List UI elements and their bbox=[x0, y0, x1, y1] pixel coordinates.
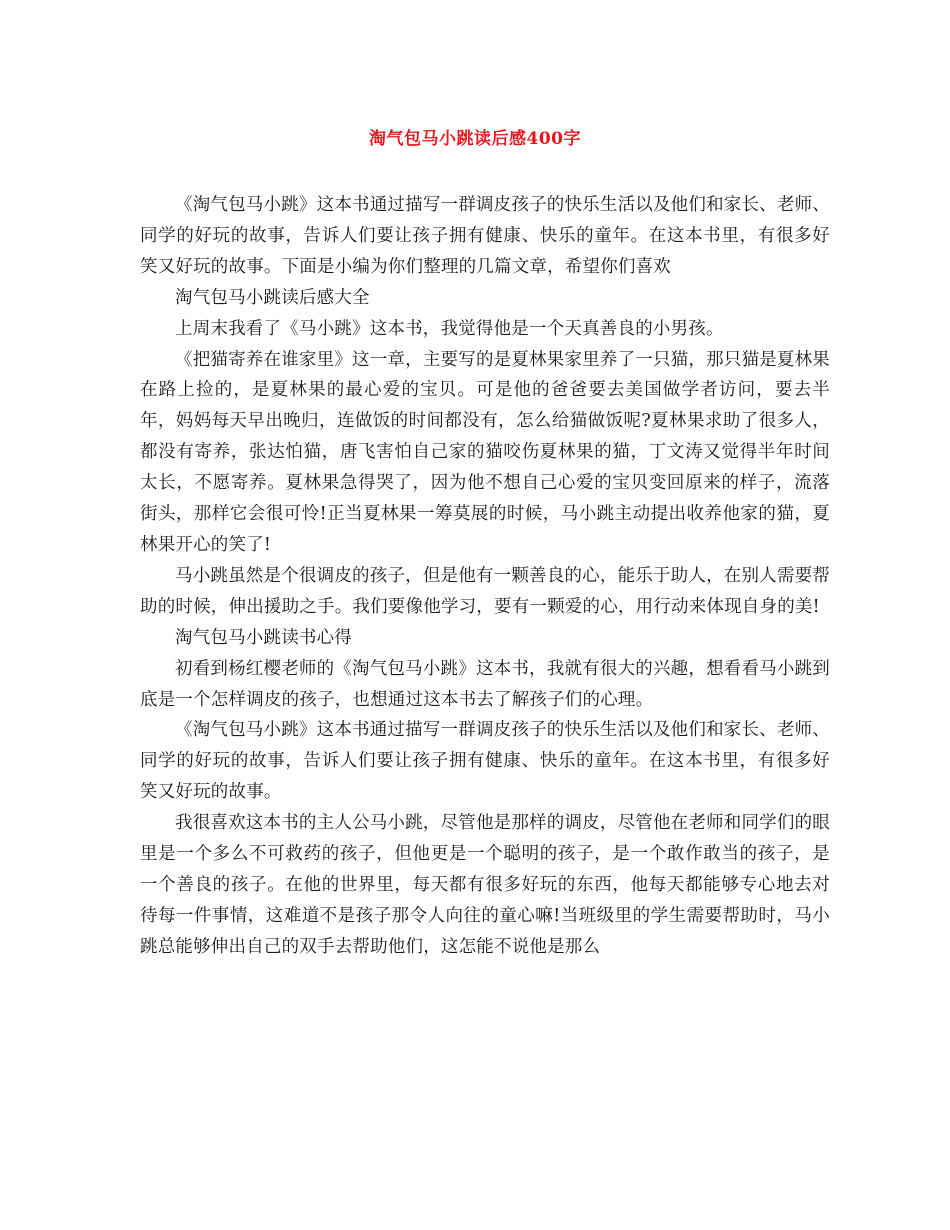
paragraph: 马小跳虽然是个很调皮的孩子，但是他有一颗善良的心，能乐于助人，在别人需要帮助的时候，伸出援助之手。我们要像他学习，要有一颗爱的心，用行动来体现自身的美! bbox=[140, 565, 830, 617]
paragraph: 《淘气包马小跳》这本书通过描写一群调皮孩子的快乐生活以及他们和家长、老师、同学的好玩的故事，告诉人们要让孩子拥有健康、快乐的童年。在这本书里，有很多好笑又好玩的故事。 bbox=[140, 720, 830, 803]
paragraph: 《把猫寄养在谁家里》这一章，主要写的是夏林果家里养了一只猫，那只猫是夏林果在路上捡的，是夏林果的最心爱的宝贝。可是他的爸爸要去美国做学者访问，要去半年，妈妈每天早出晚归，连做饭的时间都没有，怎么给猫做饭呢?夏林果求助了很多人，都没有寄养，张达怕猫，唐飞害怕自己家的猫咬伤夏林果的猫，丁文涛又觉得半年时间太长，不愿寄养。夏林果急得哭了，因为他不想自己心爱的宝贝变回原来的样子，流落街头，那样它会很可怜!正当夏林果一筹莫展的时候，马小跳主动提出收养他家的猫，夏林果开心的笑了! bbox=[140, 349, 830, 555]
paragraph: 我很喜欢这本书的主人公马小跳，尽管他是那样的调皮，尽管他在老师和同学们的眼里是一个多么不可救药的孩子，但他更是一个聪明的孩子，是一个敢作敢当的孩子，是一个善良的孩子。在他的世界里，每天都有很多好玩的东西，他每天都能够专心地去对待每一件事情，这难道不是孩子那令人向往的童心嘛!当班级里的学生需要帮助时，马小跳总能够伸出自己的双手去帮助他们，这怎能不说他是那么 bbox=[140, 813, 830, 957]
section-heading-reviews: 淘气包马小跳读后感大全 bbox=[175, 287, 370, 308]
paragraph: 初看到杨红樱老师的《淘气包马小跳》这本书，我就有很大的兴趣，想看看马小跳到底是一个怎样调皮的孩子，也想通过这本书去了解孩子们的心理。 bbox=[140, 658, 830, 710]
section-heading-notes: 淘气包马小跳读书心得 bbox=[175, 627, 352, 648]
paragraph-intro: 《淘气包马小跳》这本书通过描写一群调皮孩子的快乐生活以及他们和家长、老师、同学的好玩的故事，告诉人们要让孩子拥有健康、快乐的童年。在这本书里，有很多好笑又好玩的故事。下面是小编为你们整理的几篇文章，希望你们喜欢 bbox=[140, 195, 830, 277]
paragraph: 上周末我看了《马小跳》这本书，我觉得他是一个天真善良的小男孩。 bbox=[175, 318, 724, 339]
document-body bbox=[140, 190, 830, 963]
document-title: 淘气包马小跳读后感400字 bbox=[369, 129, 581, 149]
